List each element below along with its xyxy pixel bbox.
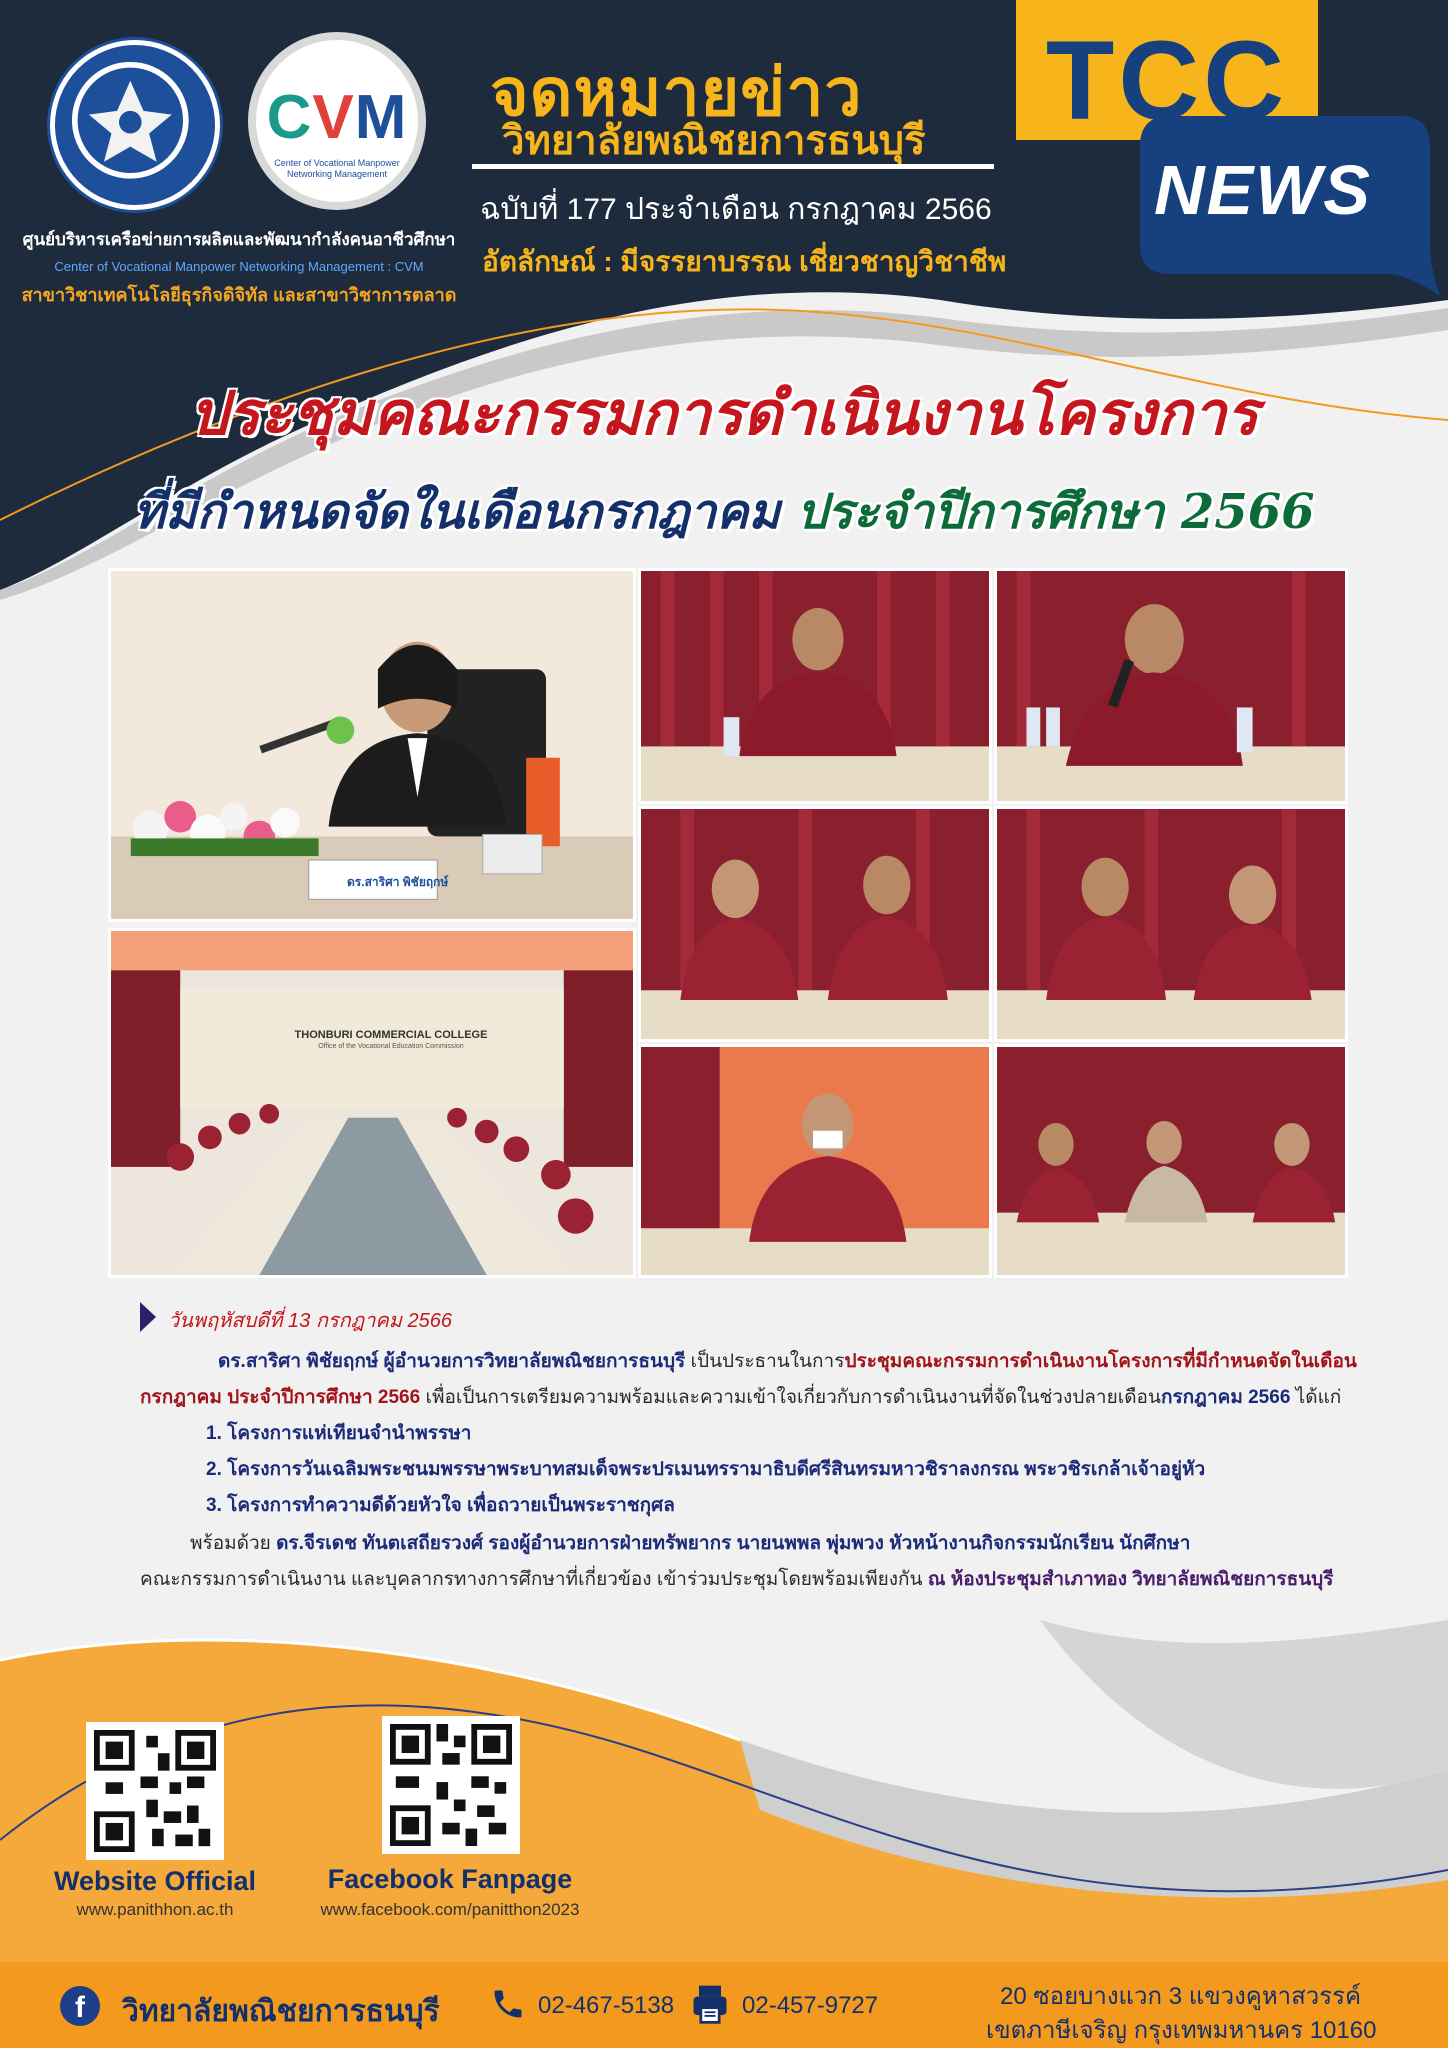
article-line-2	[140, 1382, 1341, 1412]
org-name-english: Center of Vocational Manpower Networking Management : CVM	[54, 259, 424, 274]
cvm-logo-text: CVM	[266, 83, 408, 152]
photo-staff-1	[638, 568, 992, 804]
article-line-3	[190, 1528, 1190, 1558]
article-text: พร้อมด้วย	[190, 1533, 277, 1554]
organization-block	[16, 226, 462, 309]
photo-staff-4	[994, 806, 1348, 1042]
address-line-2: เขตภาษีเจริญ กรุงเทพมหานคร 10160	[986, 2017, 1377, 2044]
news-logo-text: NEWS	[1154, 151, 1372, 229]
footer-college-name: วิทยาลัยพณิชยการธนบุรี	[122, 1995, 440, 2028]
org-name-thai: ศูนย์บริหารเครือข่ายการผลิตและพัฒนากำลังคนอาชีวศึกษา	[22, 230, 456, 249]
date-marker-icon	[140, 1302, 156, 1332]
photo-meeting-room	[108, 928, 636, 1278]
fax-printer-icon	[688, 1982, 732, 2026]
college-title: วิทยาลัยพณิชยการธนบุรี	[502, 119, 926, 163]
qr-code-website[interactable]	[86, 1722, 224, 1860]
meeting-place: ณ ห้องประชุมสำเภาทอง วิทยาลัยพณิชยการธนบุรี	[927, 1569, 1334, 1590]
room-sign: THONBURI COMMERCIAL COLLEGE	[294, 1029, 488, 1041]
director-name: ดร.สาริศา พิชัยฤกษ์ ผู้อำนวยการวิทยาลัยพณิชยการธนบุรี	[218, 1351, 686, 1372]
issue-line: ฉบับที่ 177 ประจำเดือน กรกฎาคม 2566	[480, 193, 992, 226]
meeting-month: กรกฎาคม ประจำปีการศึกษา 2566	[140, 1387, 421, 1408]
article-text: ได้แก่	[1290, 1387, 1342, 1408]
project-item-3: 3. โครงการทำความดีด้วยหัวใจ เพื่อถวายเป็นพระราชกุศล	[206, 1495, 675, 1516]
period-month: กรกฎาคม 2566	[1160, 1387, 1291, 1408]
fax-number[interactable]: 02-457-9727	[742, 1992, 879, 2019]
website-label: Website Official	[53, 1866, 257, 1896]
photo-staff-5	[638, 1044, 992, 1278]
article-text: เป็นประธานในการ	[685, 1351, 845, 1372]
article-text: คณะกรรมการดำเนินงาน และบุคลากรทางการศึกษาที่เกี่ยวข้อง เข้าร่วมประชุมโดยพร้อมเพียงกัน	[140, 1569, 928, 1590]
photo-director	[108, 568, 636, 922]
address-line-1: 20 ซอยบางแวก 3 แขวงคูหาสวรรค์	[1000, 1983, 1362, 2010]
facebook-url[interactable]: www.facebook.com/panitthon2023	[320, 1900, 580, 1919]
qr-code-icon	[390, 1724, 512, 1846]
title-divider	[472, 164, 994, 169]
facebook-icon[interactable]: f	[60, 1986, 100, 2026]
identity-motto: อัตลักษณ์ : มีจรรยาบรรณ เชี่ยวชาญวิชาชีพ	[482, 246, 1007, 277]
tcc-logo-text: TCC	[1045, 18, 1289, 143]
phone-icon	[490, 1986, 526, 2022]
qr-code-icon	[94, 1730, 216, 1852]
article-line-4	[140, 1564, 1333, 1594]
headline-sub-month: ที่มีกำหนดจัดในเดือนกรกฎาคม	[133, 484, 797, 540]
photo-staff-2	[994, 568, 1348, 804]
qr-code-facebook[interactable]	[382, 1716, 520, 1854]
project-item-2: 2. โครงการวันเฉลิมพระชนมพรรษาพระบาทสมเด็จพระปรเมนทรรามาธิบดีศรีสินทรมหาวชิราลงกรณ พระวชิรเกล้าเจ้าอยู่หัว	[206, 1459, 1206, 1480]
project-item-1: 1. โครงการแห่เทียนจำนำพรรษา	[206, 1423, 472, 1444]
article-text: เพื่อเป็นการเตรียมความพร้อมและความเข้าใจเกี่ยวกับการดำเนินงานที่จัดในช่วงปลายเดือน	[420, 1387, 1161, 1408]
website-url[interactable]: www.panithhon.ac.th	[76, 1900, 234, 1919]
facebook-label: Facebook Fanpage	[327, 1864, 573, 1894]
headline-sub	[0, 474, 1448, 550]
meeting-title: ประชุมคณะกรรมการดำเนินงานโครงการที่มีกำหนดจัดในเดือน	[844, 1351, 1357, 1372]
cvm-logo-caption: Center of Vocational Manpower Networking Management	[274, 158, 400, 179]
photo-staff-3	[638, 806, 992, 1042]
nameplate-director: ดร.สาริศา พิชัยฤกษ์	[347, 875, 449, 889]
phone-number[interactable]: 02-467-5138	[538, 1992, 675, 2019]
room-sign-sub: Office of the Vocational Education Commission	[318, 1043, 464, 1050]
photo-staff-6	[994, 1044, 1348, 1278]
headline-main: ประชุมคณะกรรมการดำเนินงานโครงการ	[189, 379, 1259, 449]
article-line-1	[218, 1346, 1357, 1376]
newsletter-title: จดหมายข่าว	[490, 55, 863, 129]
attendee-names: ดร.จีรเดช ทันตเสถียรวงศ์ รองผู้อำนวยการฝ่ายทรัพยากร นายนพพล พุ่มพวง หัวหน้างานกิจกรรมนักเรียน นักศึกษา	[276, 1533, 1191, 1554]
department-name: สาขาวิชาเทคโนโลยีธุรกิจดิจิทัล และสาขาวิชาการตลาด	[21, 285, 457, 305]
headline-sub-year: ประจำปีการศึกษา 2566	[796, 484, 1315, 540]
article-date: วันพฤหัสบดีที่ 13 กรกฎาคม 2566	[168, 1310, 453, 1332]
college-seal-icon	[50, 40, 220, 210]
